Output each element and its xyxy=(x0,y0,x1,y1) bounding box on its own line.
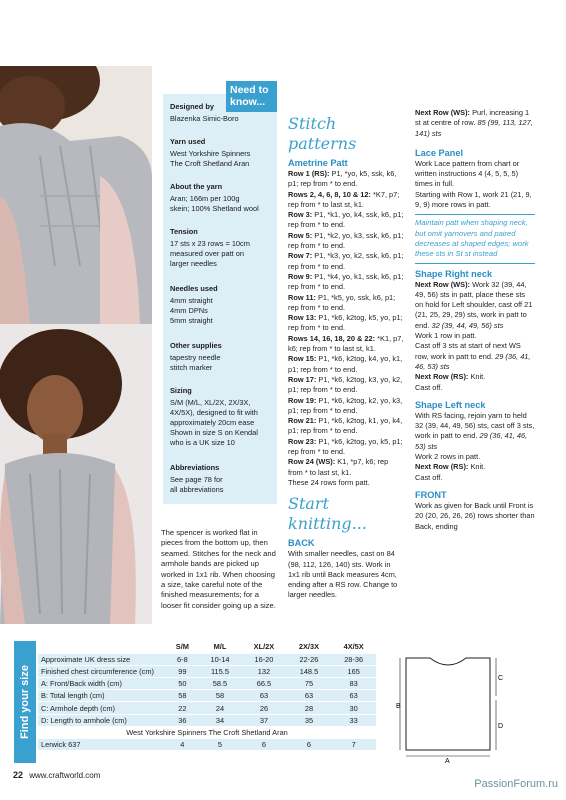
pattern-row-label: Row 3: xyxy=(288,210,313,220)
sr-stitch-count: 32 (39, 44, 49, 56) sts xyxy=(431,320,504,330)
other-supplies-heading: Other supplies xyxy=(170,341,222,350)
other-supplies-section xyxy=(170,341,276,373)
needle-line: 5mm straight xyxy=(170,316,213,325)
column-stitch-patterns xyxy=(288,114,404,601)
front-text: Work as given for Back until Front is 20 (20, 26, 26, 26) rows shorter than Back, ending xyxy=(415,500,535,531)
size-table-cell: 148.5 xyxy=(287,665,332,677)
size-table-cell: 63 xyxy=(331,690,376,702)
need-to-know-tag: Need to know... xyxy=(226,81,277,112)
pattern-row-text: P1, *yo, k5, ssk, k6, p1; rep from * to end. xyxy=(288,169,397,189)
size-table-cell: 30 xyxy=(331,702,376,714)
size-table-cell: 6 xyxy=(287,739,332,751)
size-table-cell: 115.5 xyxy=(199,665,242,677)
needles-heading: Needles used xyxy=(170,284,218,293)
size-table-cell: 6 xyxy=(241,739,286,751)
size-table-cell: 165 xyxy=(331,665,376,677)
sizing-line: 4X/5X), designed to fit with xyxy=(170,408,258,417)
yarn-line: West Yorkshire Spinners xyxy=(170,149,251,158)
supply-line: stitch marker xyxy=(170,363,213,372)
pattern-row xyxy=(288,416,404,437)
back-heading: BACK xyxy=(288,538,315,549)
pattern-row-label: Row 15: xyxy=(288,354,317,364)
size-table-cell: Approximate UK dress size xyxy=(38,653,166,665)
size-table-cell: 7 xyxy=(331,739,376,751)
size-header: XL/2X xyxy=(241,641,286,653)
size-table-yarn-row xyxy=(38,726,376,738)
designed-by-heading: Designed by xyxy=(170,102,214,111)
size-table-cell: 36 xyxy=(166,714,199,726)
size-table-cell: 58.5 xyxy=(199,678,242,690)
pattern-row-label: Rows 14, 16, 18, 20 & 22: xyxy=(288,333,376,343)
rows-form-text: These 24 rows form patt. xyxy=(288,477,370,487)
photo-knit-top-detail xyxy=(0,66,152,324)
sl-castoff: Cast off. xyxy=(415,472,443,482)
sizing-line: Shown in size S on Kendal xyxy=(170,428,258,437)
label-b: B xyxy=(396,703,401,710)
needle-line: 4mm straight xyxy=(170,296,213,305)
sr-stitch-count-2: 29 (36, 41, 46, 53) sts xyxy=(415,351,531,371)
pattern-row-text: P1, *k3, yo, k2, ssk, k6, p1; rep from * to end. xyxy=(288,251,404,271)
sr-text-2: Work 1 row in patt. xyxy=(415,331,477,341)
size-table-row xyxy=(38,714,376,726)
size-table-cell: B: Total length (cm) xyxy=(38,690,166,702)
pattern-row-text: P1, *k6, k2tog, k4, yo, k1, p1; rep from * to end. xyxy=(288,354,403,374)
size-table-cell: 33 xyxy=(331,714,376,726)
sr-text-3: Cast off 3 sts at start of next WS row, work in patt to end. xyxy=(415,341,521,361)
pattern-row-label: Row 5: xyxy=(288,230,313,240)
size-table-cell: 37 xyxy=(241,714,286,726)
tension-section xyxy=(170,227,276,269)
size-table-cell: 66.5 xyxy=(241,678,286,690)
needle-line: 4mm DPNs xyxy=(170,306,208,315)
pattern-row-text: P1, *k4, yo, k1, ssk, k6, p1; rep from * to end. xyxy=(288,271,404,292)
yarn-used-section xyxy=(170,137,276,169)
designed-by-section xyxy=(170,102,276,124)
supply-line: tapestry needle xyxy=(170,353,221,362)
next-row-stitch-count: 85 (99, 113, 127, 141) sts xyxy=(415,118,533,138)
pattern-row-label: Row 21: xyxy=(288,416,317,426)
back-text: With smaller needles, cast on 84 (98, 112, 126, 140) sts. Work in 1x1 rib until Back measures 4cm, ending after a RS row. Change to larger needles. xyxy=(288,549,398,600)
size-header: S/M xyxy=(166,641,199,653)
pattern-row-text: *K1, p7, k6; rep from * to last st, k1. xyxy=(288,333,404,354)
size-table-row xyxy=(38,678,376,690)
pattern-row-label: Row 11: xyxy=(288,292,316,302)
pattern-row-label: Row 9: xyxy=(288,271,313,281)
size-table xyxy=(38,641,376,751)
sl-next-label: Next Row (RS): xyxy=(415,462,469,472)
needles-section xyxy=(170,284,276,326)
find-your-size-label: Find your size xyxy=(19,665,31,739)
sl-stitch-count: 29 (36, 41, 46, 53) sts xyxy=(415,431,528,451)
yarn-used-heading: Yarn used xyxy=(170,137,206,146)
pattern-row xyxy=(288,293,404,314)
start-knitting-heading: Start knitting... xyxy=(288,494,367,534)
sr-label: Next Row (WS): xyxy=(415,279,471,289)
size-table-header-row xyxy=(38,641,376,653)
size-table-cell: 83 xyxy=(331,678,376,690)
sl-text-2: Work 2 rows in patt. xyxy=(415,452,481,462)
about-yarn-section xyxy=(170,182,276,214)
size-table-cell: 22-26 xyxy=(287,653,332,665)
page-footer xyxy=(13,770,100,780)
pattern-row xyxy=(288,396,404,417)
tension-line: 17 sts x 23 rows = 10cm xyxy=(170,239,250,248)
size-table-row xyxy=(38,702,376,714)
abbreviations-line: See page 78 for xyxy=(170,475,223,484)
label-a: A xyxy=(445,758,450,764)
size-table-cell: 10-14 xyxy=(199,653,242,665)
pattern-row xyxy=(288,272,404,293)
size-table-cell: 63 xyxy=(287,690,332,702)
yarn-name-cell: West Yorkshire Spinners The Croft Shetland Aran xyxy=(38,726,376,738)
pattern-row xyxy=(288,169,404,190)
size-table-cell: C: Armhole depth (cm) xyxy=(38,702,166,714)
size-table-row xyxy=(38,665,376,677)
pattern-row xyxy=(288,251,404,272)
yarn-line: The Croft Shetland Aran xyxy=(170,159,250,168)
size-table-cell: 58 xyxy=(166,690,199,702)
pattern-row-label: Rows 2, 4, 6, 8, 10 & 12: xyxy=(288,189,371,199)
size-table-cell: 58 xyxy=(199,690,242,702)
size-table-cell: 5 xyxy=(199,739,242,751)
pattern-row-text: P1, *k1, yo, k4, ssk, k6, p1; rep from * to end. xyxy=(288,210,404,230)
size-table-cell: 26 xyxy=(241,702,286,714)
pattern-row-text: K1, *p7, k6; rep from * to last st, k1. xyxy=(288,457,389,477)
size-table-cell: 16-20 xyxy=(241,653,286,665)
size-table-row xyxy=(38,653,376,665)
size-table-cell: 63 xyxy=(241,690,286,702)
size-table-cell: 132 xyxy=(241,665,286,677)
pattern-row xyxy=(288,231,404,252)
size-table-cell: 50 xyxy=(166,678,199,690)
intro-paragraph: The spencer is worked flat in pieces from the bottom up, then seamed. Stitches for the neck and armhole bands are picked up worked in 1x1 rib. When choosing a size, take careful note of the finished measurements; for a looser fit consider going up a size. xyxy=(161,528,276,610)
schematic-outline xyxy=(406,658,490,750)
size-header xyxy=(38,641,166,653)
pattern-row-text: P1, *k2, yo, k3, ssk, k6, p1; rep from * to end. xyxy=(288,230,404,251)
pattern-row-text: P1, *k6, k2tog, k1, yo, k4, p1; rep from * to end. xyxy=(288,416,403,436)
shape-right-neck-heading: Shape Right neck xyxy=(415,268,493,279)
pattern-row-text: *K7, p7; rep from * to last st, k1. xyxy=(288,189,400,209)
size-table-cell: 75 xyxy=(287,678,332,690)
pattern-row xyxy=(288,313,404,334)
size-table-cell: 6-8 xyxy=(166,653,199,665)
column-instructions xyxy=(415,108,535,532)
pattern-row xyxy=(288,457,404,478)
size-table-cell: Lerwick 637 xyxy=(38,739,166,751)
size-table-body xyxy=(38,653,376,751)
lace-text: Work Lace pattern from chart or written instructions 4 (4, 5, 5, 5) times in full. xyxy=(415,158,520,189)
size-table-cell: Finished chest circumference (cm) xyxy=(38,665,166,677)
about-yarn-heading: About the yarn xyxy=(170,182,223,191)
size-table-cell: A: Front/Back width (cm) xyxy=(38,678,166,690)
pattern-row-label: Row 17: xyxy=(288,374,317,384)
about-yarn-line: skein; 100% Shetland wool xyxy=(170,204,259,213)
photo-illustration-top xyxy=(0,66,152,324)
size-table-cell: 99 xyxy=(166,665,199,677)
abbreviations-section xyxy=(170,463,276,495)
photo-model xyxy=(0,324,152,624)
pattern-row xyxy=(288,375,404,396)
size-table-cell: 22 xyxy=(166,702,199,714)
shape-left-neck-heading: Shape Left neck xyxy=(415,399,486,410)
size-table-cell: 34 xyxy=(199,714,242,726)
find-your-size-tab xyxy=(14,641,36,763)
label-c: C xyxy=(498,675,504,682)
size-header: M/L xyxy=(199,641,242,653)
ametrine-patt-heading: Ametrine Patt xyxy=(288,158,348,168)
pattern-row-label: Row 24 (WS): xyxy=(288,457,336,467)
pattern-row-text: P1, *k6, k2tog, k5, yo, p1; rep from * to end. xyxy=(288,313,403,333)
next-row-text: Purl, increasing 1 st at centre of row. xyxy=(415,108,530,128)
tension-line: larger needles xyxy=(170,259,217,268)
pattern-row-text: P1, *k5, yo, ssk, k6, p1; rep from * to end. xyxy=(288,292,396,312)
sizing-line: S/M (M/L, XL/2X, 2X/3X, xyxy=(170,398,251,407)
pattern-row xyxy=(288,354,404,375)
tension-heading: Tension xyxy=(170,227,198,236)
pattern-row-label: Row 13: xyxy=(288,313,317,323)
pattern-row xyxy=(288,437,404,458)
abbreviations-line: all abbreviations xyxy=(170,485,224,494)
pattern-row xyxy=(288,190,404,211)
sr-castoff: Cast off. xyxy=(415,382,443,392)
size-table-cell: 24 xyxy=(199,702,242,714)
sizing-line: who is a UK size 10 xyxy=(170,438,235,447)
lace-text-2: Starting with Row 1, work 21 (21, 9, 9, 9) more rows in patt. xyxy=(415,189,532,210)
stitch-patterns-heading: Stitch patterns xyxy=(288,114,357,153)
sizing-line: approximately 20cm ease xyxy=(170,418,255,427)
shaping-note: Maintain patt when shaping neck, but omit yarnovers and paired decreases at shaped edges; work these sts in St st instead xyxy=(415,214,535,263)
sr-next-text: Knit. xyxy=(468,372,486,382)
size-table-cell: D: Length to armhole (cm) xyxy=(38,714,166,726)
pattern-row xyxy=(288,334,404,355)
size-header: 4X/5X xyxy=(331,641,376,653)
watermark: PassionForum.ru xyxy=(474,778,558,790)
sizing-section xyxy=(170,386,276,448)
sl-next-text: Knit. xyxy=(468,462,486,472)
site-url: www.craftworld.com xyxy=(29,771,101,780)
lace-panel-heading: Lace Panel xyxy=(415,147,464,158)
pattern-row-label: Row 7: xyxy=(288,251,313,261)
size-table-cell: 35 xyxy=(287,714,332,726)
photo-illustration-model xyxy=(0,324,152,624)
size-table-cell: 28 xyxy=(287,702,332,714)
pattern-row-text: P1, *k6, k2tog, yo, k5, p1; rep from * to end. xyxy=(288,436,403,457)
size-table-cell: 28-36 xyxy=(331,653,376,665)
pattern-row-list xyxy=(288,169,404,478)
pattern-row-label: Row 1 (RS): xyxy=(288,169,330,178)
label-d: D xyxy=(498,723,504,730)
page-number: 22 xyxy=(13,770,24,780)
sr-next-label: Next Row (RS): xyxy=(415,372,469,382)
size-table-cell: 4 xyxy=(166,739,199,751)
next-row-label: Next Row (WS): xyxy=(415,108,471,117)
sr-text: Work 32 (39, 44, 49, 56) sts in patt, place these sts on hold for Left shoulder, cast off 21 (21, 25, 29, 29) sts, work in patt to end. xyxy=(415,279,533,330)
size-header: 2X/3X xyxy=(287,641,332,653)
garment-schematic xyxy=(392,646,504,764)
front-heading: FRONT xyxy=(415,489,447,500)
pattern-row-text: P1, *k6, k2tog, k3, yo, k2, p1; rep from * to end. xyxy=(288,374,403,395)
designer-name: Blazenka Simic-Boro xyxy=(170,114,239,123)
pattern-row-label: Row 23: xyxy=(288,436,317,446)
sl-text: With RS facing, rejoin yarn to held 32 (39, 44, 49, 56) sts, cast off 3 sts, work in patt to end. xyxy=(415,410,535,441)
size-table-row xyxy=(38,739,376,751)
tension-line: measured over patt on xyxy=(170,249,244,258)
size-table-row xyxy=(38,690,376,702)
abbreviations-heading: Abbreviations xyxy=(170,463,220,472)
about-yarn-line: Aran; 166m per 100g xyxy=(170,194,240,203)
pattern-row xyxy=(288,210,404,231)
sizing-heading: Sizing xyxy=(170,386,192,395)
pattern-row-text: P1, *k6, k2tog, k2, yo, k3, p1; rep from * to end. xyxy=(288,395,403,415)
pattern-row-label: Row 19: xyxy=(288,395,317,405)
